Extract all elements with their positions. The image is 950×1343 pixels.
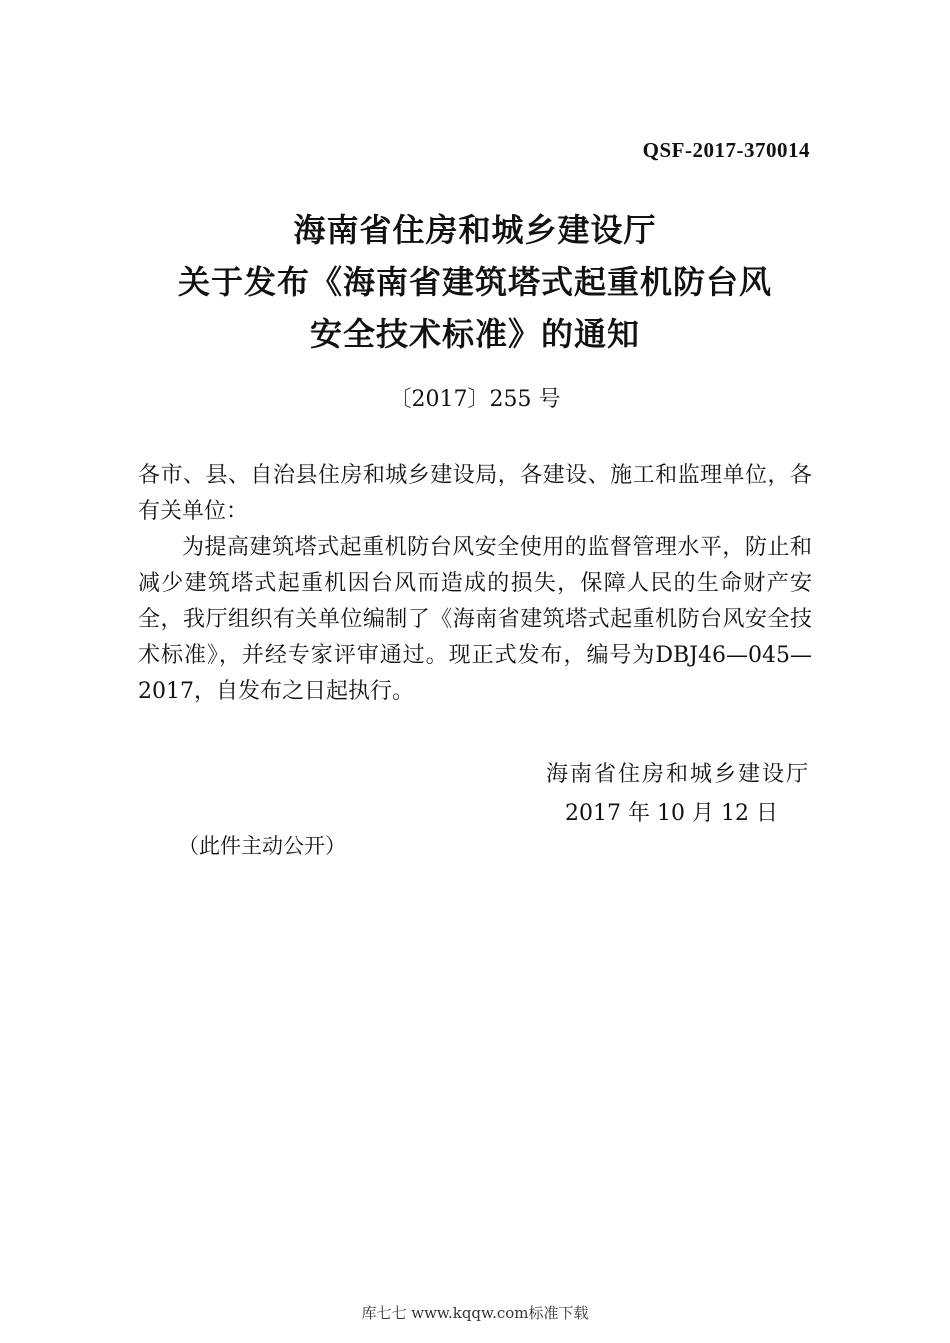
document-title: [0, 204, 950, 360]
signature-date: 2017 年 10 月 12 日: [565, 801, 778, 826]
body-paragraph: 为提高建筑塔式起重机防台风安全使用的监督管理水平，防止和减少建筑塔式起重机因台风而造成的损失，保障人民的生命财产安全，我厅组织有关单位编制了《海南省建筑塔式起重机防台风安全技术标准》，并经专家评审通过。现正式发布，编号为DBJ46—045—2017，自发布之日起执行。: [138, 535, 812, 704]
title-line-1: 海南省住房和城乡建设厅: [293, 211, 657, 249]
footer-watermark: 库七七 www.kqqw.com标准下载: [361, 1304, 589, 1322]
public-disclosure-note: （此件主动公开）: [178, 834, 346, 858]
document-number: 〔2017〕255 号: [389, 387, 561, 412]
title-line-3: 安全技术标准》的通知: [309, 315, 640, 353]
document-body: [138, 458, 812, 710]
title-line-2: 关于发布《海南省建筑塔式起重机防台风: [177, 263, 772, 301]
document-code: QSF-2017-370014: [642, 138, 810, 162]
salutation: 各市、县、自治县住房和城乡建设局，各建设、施工和监理单位，各有关单位：: [138, 463, 812, 524]
signature-organization: 海南省住房和城乡建设厅: [545, 762, 810, 787]
